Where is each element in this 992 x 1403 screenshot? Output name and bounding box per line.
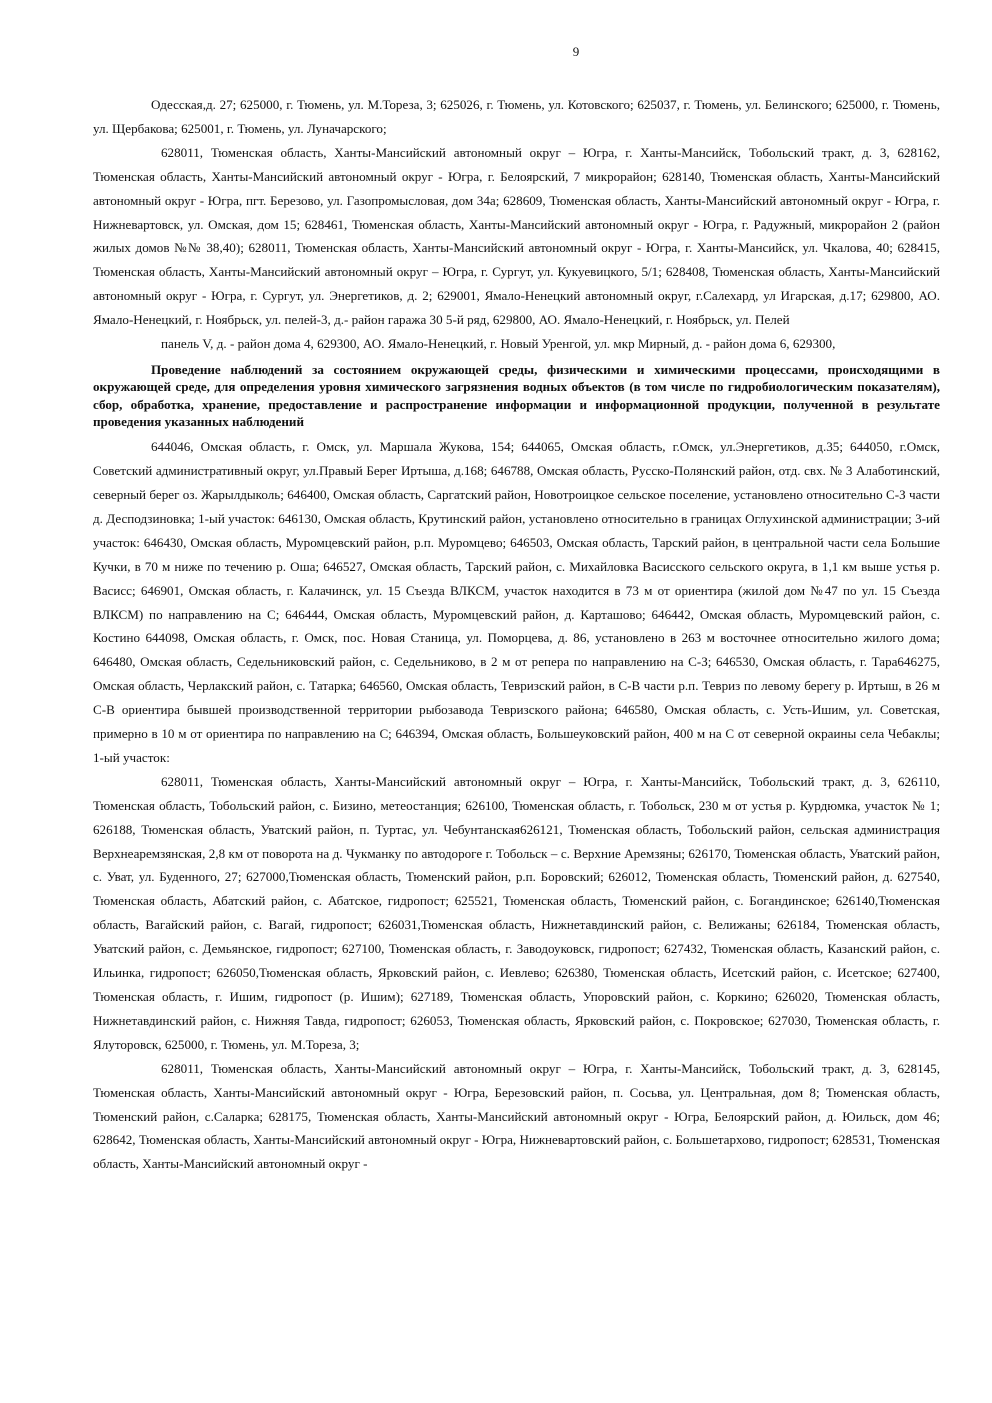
paragraph-addresses-tyumen-region: 628011, Тюменская область, Ханты-Мансийский автономный округ – Югра, г. Ханты-Мансийск, Тобольский тракт, д. 3, 626110, Тюменская область, Тобольский район, с. Бизино, метеостанция; 626100, Тюменская область, г. Тобольск, 230 м от устья р. Курдюмка, участок № 1; 626188, Тюменская область, Уватский район, п. Туртас, ул. Чебунтанская626121, Тюменская область, Тобольский район, сельская администрация Верхнеаремзянская, 2,8 км от поворота на д. Чукманку по автодороге г. Тобольск – с. Верхние Аремзяны; 626170, Тюменская область, Уватский район, с. Уват, ул. Буденного, 27; 627000,Тюменская область, Тюменский район, р.п. Боровский; 626012, Тюменская область, Тюменский район, д. 627540, Тюменская область, Абатский район, с. Абатское, гидропост; 625521, Тюменская область, Тюменский район, с. Богандинское; 626140,Тюменская область, Вагайский район, с. Вагай, гидропост; 626031,Тюменская область, Нижнетавдинский район, с. Велижаны; 626184, Тюменская область, Уватский район, с. Демьянское, гидропост; 627100, Тюменская область, г. Заводоуковск, гидропост; 627432, Тюменская область, Казанский район, с. Ильинка, гидропост; 626050,Тюменская область, Ярковский район, с. Иевлево; 626380, Тюменская область, Исетский район, с. Исетское; 627400, Тюменская область, г. Ишим, гидропост (р. Ишим); 627189, Тюменская область, Упоровский район, с. Коркино; 626020, Тюменская область, Нижнетавдинский район, с. Нижняя Тавда, гидропост; 626053, Тюменская область, Ярковский район, с. Покровское; 627030, Тюменская область, г. Ялуторовск, 625000, г. Тюмень, ул. М.Тореза, 3; <box>93 773 940 1052</box>
page-number: 9 <box>572 44 580 59</box>
section-heading-water-monitoring: Проведение наблюдений за состоянием окружающей среды, физическими и химическими процессами, происходящими в окружающей среде, для определения уровня химического загрязнения водных объектов (в том числе по гидробиологическим показателям), сбор, обработка, хранение, предоставление и распространение информации и информационной продукции, полученной в результате проведения указанных наблюдений <box>93 361 940 429</box>
document-body <box>93 93 940 1176</box>
paragraph-addresses-hmao: 628011, Тюменская область, Ханты-Мансийский автономный округ – Югра, г. Ханты-Мансийск, Тобольский тракт, д. 3, 628145, Тюменская область, Ханты-Мансийский автономный округ - Югра, Березовский район, п. Сосьва, ул. Центральная, дом 8; Тюменская область, Тюменский район, с.Саларка; 628175, Тюменская область, Ханты-Мансийский автономный округ - Югра, Белоярский район, д. Юильск, дом 46; 628642, Тюменская область, Ханты-Мансийский автономный округ - Югра, Нижневартовский район, с. Большетархово, гидропост; 628531, Тюменская область, Ханты-Мансийский автономный округ - <box>93 1060 940 1172</box>
paragraph-addresses-hmao-yanao: 628011, Тюменская область, Ханты-Мансийский автономный округ – Югра, г. Ханты-Мансийск, Тобольский тракт, д. 3, 628162, Тюменская область, Ханты-Мансийский автономный округ - Югра, г. Белоярский, 7 микрорайон; 628140, Тюменская область, Ханты-Мансийский автономный округ - Югра, пгт. Березово, ул. Газопромысловая, дом 34а; 628609, Тюменская область, Ханты-Мансийский автономный округ - Югра, г. Нижневартовск, ул. Омская, дом 15; 628461, Тюменская область, Ханты-Мансийский автономный округ - Югра, г. Радужный, микрорайон 2 (район жилых домов №№ 38,40); 628011, Тюменская область, Ханты-Мансийский автономный округ - Югра, г. Ханты-Мансийск, ул. Чкалова, 40; 628415, Тюменская область, Ханты-Мансийский автономный округ – Югра, г. Сургут, ул. Кукуевицкого, 5/1; 628408, Тюменская область, Ханты-Мансийский автономный округ - Югра, г. Сургут, ул. Энергетиков, д. 2; 629001, Ямало-Ненецкий автономный округ, г.Салехард, ул Игарская, д.17; 629800, АО. Ямало-Ненецкий, г. Ноябрьск, ул. пелей-3, д.- район гаража 30 5-й ряд, 629800, АО. Ямало-Ненецкий, г. Ноябрьск, ул. Пелей <box>93 144 940 328</box>
paragraph-addresses-tyumen: Одесская,д. 27; 625000, г. Тюмень, ул. М.Тореза, 3; 625026, г. Тюмень, ул. Котовского; 625037, г. Тюмень, ул. Белинского; 625000, г. Тюмень, ул. Щербакова; 625001, г. Тюмень, ул. Луначарского; <box>93 97 940 136</box>
paragraph-addresses-novy-urengoy: панель V, д. - район дома 4, 629300, АО. Ямало-Ненецкий, г. Новый Уренгой, ул. мкр Мирный, д. - район дома 6, 629300, <box>161 336 836 352</box>
paragraph-addresses-omsk: 644046, Омская область, г. Омск, ул. Маршала Жукова, 154; 644065, Омская область, г.Омск, ул.Энергетиков, д.35; 644050, г.Омск, Советский административный округ, ул.Правый Берег Иртыша, д.168; 646788, Омская область, Русско-Полянский район, отд. свх. № 3 Алаботинский, северный берег оз. Жарылдыколь; 646400, Омская область, Саргатский район, Новотроицкое сельское поселение, установлено относительно С-З части д. Десподзиновка; 1-ый участок: 646130, Омская область, Крутинский район, установлено относительно в границах Оглухинской администрации; 3-ий участок: 646430, Омская область, Муромцевский район, р.п. Муромцево; 646503, Омская область, Тарский район, в центральной части села Большие Кучки, в 70 м ниже по течению р. Оша; 646527, Омская область, Тарский район, с. Михайловка Васисского сельского округа, в 1,1 км выше устья р. Васисс; 646901, Омская область, г. Калачинск, ул. 15 Съезда ВЛКСМ, участок находится в 73 м от ориентира (жилой дом №47 по ул. 15 Съезда ВЛКСМ) по направлению на С; 646444, Омская область, Муромцевский район, д. Карташово; 646442, Омская область, Муромцевский район, с. Костино 644098, Омская область, г. Омск, пос. Новая Станица, ул. Поморцева, д. 86, установлено в 263 м восточнее относительно жилого дома; 646480, Омская область, Седельниковский район, с. Седельниково, в 2 м от репера по направлению на С-З; 646530, Омская область, г. Тара646275, Омская область, Черлакский район, с. Татарка; 646560, Омская область, Тевризский район, в С-В части р.п. Тевриз по левому берегу р. Иртыш, в 26 м С-В ориентира бывшей производственной территории рыбозавода Тевризского района; 646580, Омская область, с. Усть-Ишим, ул. Советская, примерно в 10 м от ориентира по направлению на С; 646394, Омская область, Большеуковский район, 400 м на С от северной окраины села Чебаклы; 1-ый участок: <box>93 439 940 765</box>
